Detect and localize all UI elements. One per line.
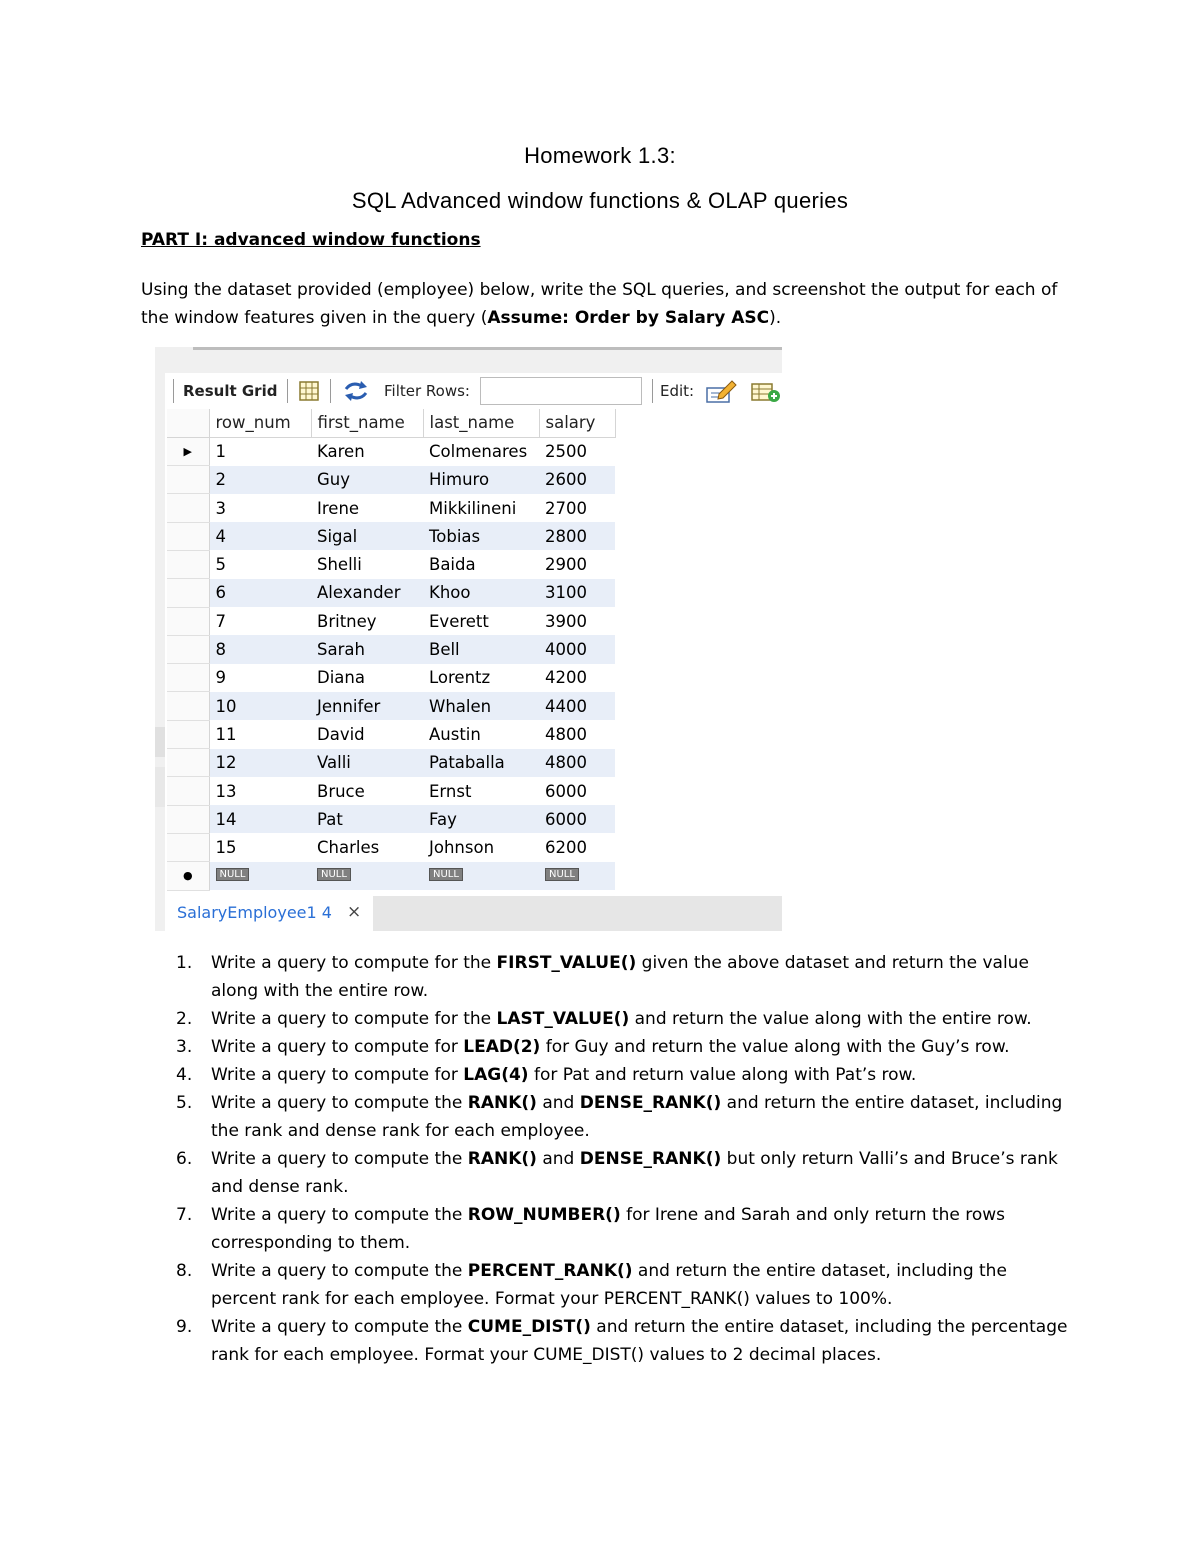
cell-first-name[interactable]: David <box>311 720 423 748</box>
edit-label: Edit: <box>660 382 695 400</box>
new-row-marker[interactable]: ● <box>167 862 209 890</box>
table-row[interactable] <box>167 522 615 550</box>
question-keyword: DENSE_RANK() <box>579 1093 722 1113</box>
cell-row-num[interactable]: 1 <box>209 437 311 465</box>
cell-row-num[interactable]: 9 <box>209 664 311 692</box>
cell-salary[interactable]: 4200 <box>539 664 615 692</box>
question-text: Write a query to compute for the <box>211 953 497 973</box>
table-row[interactable] <box>167 777 615 805</box>
doc-title: Homework 1.3: <box>524 143 676 168</box>
question-number: 7. <box>176 1205 193 1225</box>
list-item <box>150 1089 1070 1145</box>
table-row[interactable] <box>167 579 615 607</box>
question-number: 9. <box>176 1317 193 1337</box>
intro-text-a: Using the dataset provided (employee) below, write the SQL queries, and screenshot the output for each of the window features given in the query ( <box>141 280 1058 328</box>
list-item <box>150 1145 1070 1201</box>
table-row[interactable] <box>167 805 615 833</box>
question-text: Write a query to compute for <box>211 1065 464 1085</box>
cell-last-name[interactable]: Lorentz <box>423 664 539 692</box>
cell-last-name[interactable]: Himuro <box>423 466 539 494</box>
question-text: Write a query to compute for <box>211 1037 464 1057</box>
cell-last-name[interactable]: Everett <box>423 607 539 635</box>
cell-salary[interactable]: 6200 <box>539 833 615 861</box>
row-header[interactable] <box>167 720 209 748</box>
row-header[interactable] <box>167 579 209 607</box>
table-row[interactable] <box>167 664 615 692</box>
cell-salary[interactable]: 3900 <box>539 607 615 635</box>
cell-first-name[interactable]: Jennifer <box>311 692 423 720</box>
question-text: Write a query to compute the <box>211 1317 468 1337</box>
table-row[interactable] <box>167 635 615 663</box>
null-badge: NULL <box>545 868 579 881</box>
grid-layout-icon[interactable] <box>298 380 320 402</box>
cell-last-name[interactable]: Johnson <box>423 833 539 861</box>
cell-first-name[interactable]: Pat <box>311 805 423 833</box>
intro-assume: Assume: Order by Salary ASC <box>487 308 770 328</box>
null-badge: NULL <box>429 868 463 881</box>
list-item <box>150 1201 1070 1257</box>
cell-row-num[interactable] <box>209 862 311 890</box>
close-icon[interactable]: × <box>347 902 362 922</box>
cell-first-name[interactable]: Charles <box>311 833 423 861</box>
cell-salary[interactable]: 6000 <box>539 777 615 805</box>
cell-row-num[interactable]: 13 <box>209 777 311 805</box>
list-item <box>150 1005 1070 1033</box>
row-header[interactable] <box>167 692 209 720</box>
cell-last-name[interactable]: Fay <box>423 805 539 833</box>
cell-salary[interactable]: 4400 <box>539 692 615 720</box>
question-text: and return the value along with the entire row. <box>629 1009 1032 1029</box>
cell-last-name[interactable]: Khoo <box>423 579 539 607</box>
null-badge: NULL <box>216 868 250 881</box>
question-text: for Pat and return value along with Pat’s row. <box>528 1065 917 1085</box>
row-header[interactable] <box>167 833 209 861</box>
cell-last-name[interactable]: Pataballa <box>423 749 539 777</box>
side-splitter[interactable] <box>155 767 165 807</box>
question-number: 5. <box>176 1093 193 1113</box>
row-header[interactable] <box>167 466 209 494</box>
cell-row-num[interactable]: 7 <box>209 607 311 635</box>
column-header-last-name[interactable]: last_name <box>423 409 539 437</box>
question-text: and return the entire dataset, including the percentage rank for each employee. Format your CUME_DIST() values to 2 decimal places. <box>211 1317 1068 1365</box>
result-toolbar <box>170 375 782 407</box>
question-number: 6. <box>176 1149 193 1169</box>
cell-first-name[interactable]: Karen <box>311 437 423 465</box>
cell-salary[interactable]: 6000 <box>539 805 615 833</box>
cell-first-name[interactable]: Sigal <box>311 522 423 550</box>
add-row-icon[interactable] <box>750 380 782 404</box>
cell-last-name[interactable]: Whalen <box>423 692 539 720</box>
cell-first-name[interactable]: Sarah <box>311 635 423 663</box>
cell-salary[interactable]: 4000 <box>539 635 615 663</box>
cell-first-name[interactable]: Britney <box>311 607 423 635</box>
row-header[interactable] <box>167 607 209 635</box>
cell-last-name[interactable]: Bell <box>423 635 539 663</box>
cell-salary[interactable] <box>539 862 615 890</box>
edit-pencil-icon[interactable] <box>705 380 737 404</box>
question-text: for Guy and return the value along with the Guy’s row. <box>540 1037 1010 1057</box>
cell-first-name[interactable]: Bruce <box>311 777 423 805</box>
cell-first-name[interactable]: Alexander <box>311 579 423 607</box>
result-grid-table <box>167 409 616 891</box>
cell-first-name[interactable]: Diana <box>311 664 423 692</box>
question-keyword: LEAD(2) <box>463 1037 541 1057</box>
cell-salary[interactable]: 3100 <box>539 579 615 607</box>
intro-paragraph <box>141 276 1071 332</box>
question-number: 8. <box>176 1261 193 1281</box>
cell-row-num[interactable]: 10 <box>209 692 311 720</box>
table-row[interactable] <box>167 550 615 578</box>
table-row[interactable] <box>167 749 615 777</box>
result-tab[interactable] <box>165 896 373 931</box>
question-text: Write a query to compute for the <box>211 1009 497 1029</box>
table-row[interactable] <box>167 437 615 465</box>
question-keyword: CUME_DIST() <box>467 1317 591 1337</box>
question-number: 1. <box>176 953 193 973</box>
list-item <box>150 1061 1070 1089</box>
column-header-salary[interactable]: salary <box>539 409 615 437</box>
table-row[interactable] <box>167 466 615 494</box>
cell-salary[interactable]: 2900 <box>539 550 615 578</box>
table-row[interactable] <box>167 607 615 635</box>
result-tab-label[interactable]: SalaryEmployee1 4 <box>177 903 332 922</box>
refresh-icon[interactable] <box>342 380 370 402</box>
list-item <box>150 1257 1070 1313</box>
row-header[interactable] <box>167 494 209 522</box>
cell-row-num[interactable]: 3 <box>209 494 311 522</box>
question-text: Write a query to compute the <box>211 1093 468 1113</box>
question-text: and <box>536 1149 580 1169</box>
null-badge: NULL <box>317 868 351 881</box>
question-text: Write a query to compute the <box>211 1261 468 1281</box>
cell-last-name[interactable]: Tobias <box>423 522 539 550</box>
current-row-marker[interactable]: ▶ <box>167 437 209 465</box>
question-keyword: LAST_VALUE() <box>496 1009 630 1029</box>
question-text: given the above dataset and return the value along with the entire row. <box>211 953 1029 1001</box>
cell-last-name[interactable]: Ernst <box>423 777 539 805</box>
result-grid-button[interactable]: Result Grid <box>183 382 278 400</box>
column-header-row-num[interactable]: row_num <box>209 409 311 437</box>
row-header-corner[interactable] <box>167 409 209 437</box>
cell-row-num[interactable]: 8 <box>209 635 311 663</box>
question-list <box>150 949 1070 1369</box>
cell-last-name[interactable]: Baida <box>423 550 539 578</box>
cell-salary[interactable]: 4800 <box>539 749 615 777</box>
row-header[interactable] <box>167 664 209 692</box>
table-row[interactable] <box>167 833 615 861</box>
intro-text-b: ). <box>769 308 782 328</box>
cell-last-name[interactable]: Austin <box>423 720 539 748</box>
question-number: 2. <box>176 1009 193 1029</box>
question-keyword: DENSE_RANK() <box>579 1149 722 1169</box>
row-header[interactable] <box>167 550 209 578</box>
new-row[interactable] <box>167 862 615 890</box>
row-header[interactable] <box>167 635 209 663</box>
cell-last-name[interactable]: Colmenares <box>423 437 539 465</box>
table-row[interactable] <box>167 692 615 720</box>
table-row[interactable] <box>167 720 615 748</box>
question-text: but only return Valli’s and Bruce’s rank and dense rank. <box>211 1149 1058 1197</box>
question-keyword: PERCENT_RANK() <box>467 1261 633 1281</box>
cell-row-num[interactable]: 15 <box>209 833 311 861</box>
cell-first-name[interactable] <box>311 862 423 890</box>
question-number: 4. <box>176 1065 193 1085</box>
cell-first-name[interactable]: Guy <box>311 466 423 494</box>
column-header-first-name[interactable]: first_name <box>311 409 423 437</box>
cell-first-name[interactable]: Valli <box>311 749 423 777</box>
question-keyword: FIRST_VALUE() <box>496 953 637 973</box>
cell-last-name[interactable] <box>423 862 539 890</box>
cell-row-num[interactable]: 4 <box>209 522 311 550</box>
grid-header-row <box>167 409 615 437</box>
row-header[interactable] <box>167 522 209 550</box>
question-text: and return the entire dataset, including the rank and dense rank for each employee. <box>211 1093 1063 1141</box>
row-header[interactable] <box>167 749 209 777</box>
cell-salary[interactable]: 2700 <box>539 494 615 522</box>
window-edge <box>193 347 782 350</box>
toolbar-separator <box>173 379 174 403</box>
list-item <box>150 949 1070 1005</box>
list-item <box>150 1313 1070 1369</box>
cell-row-num[interactable]: 12 <box>209 749 311 777</box>
cell-row-num[interactable]: 5 <box>209 550 311 578</box>
toolbar-separator <box>652 379 653 403</box>
row-header[interactable] <box>167 777 209 805</box>
part-heading: PART I: advanced window functions <box>141 230 481 250</box>
question-text: Write a query to compute the <box>211 1149 468 1169</box>
table-row[interactable] <box>167 494 615 522</box>
cell-first-name[interactable]: Shelli <box>311 550 423 578</box>
cell-last-name[interactable]: Mikkilineni <box>423 494 539 522</box>
cell-first-name[interactable]: Irene <box>311 494 423 522</box>
cell-row-num[interactable]: 2 <box>209 466 311 494</box>
list-item <box>150 1033 1070 1061</box>
filter-rows-input[interactable] <box>480 377 642 405</box>
row-header[interactable] <box>167 805 209 833</box>
cell-row-num[interactable]: 11 <box>209 720 311 748</box>
side-handle[interactable] <box>155 727 165 757</box>
question-text: Write a query to compute the <box>211 1205 468 1225</box>
filter-rows-label: Filter Rows: <box>384 382 470 400</box>
result-grid-screenshot <box>155 347 782 931</box>
doc-subtitle: SQL Advanced window functions & OLAP queries <box>351 188 849 213</box>
cell-row-num[interactable]: 14 <box>209 805 311 833</box>
question-keyword: LAG(4) <box>463 1065 529 1085</box>
toolbar-separator <box>330 379 331 403</box>
question-text: and return the entire dataset, including the percent rank for each employee. Format your PERCENT_RANK() values to 100%. <box>211 1261 1007 1309</box>
question-keyword: RANK() <box>467 1149 537 1169</box>
cell-salary[interactable]: 4800 <box>539 720 615 748</box>
question-number: 3. <box>176 1037 193 1057</box>
question-keyword: ROW_NUMBER() <box>467 1205 621 1225</box>
toolbar-separator <box>287 379 288 403</box>
cell-row-num[interactable]: 6 <box>209 579 311 607</box>
cell-salary[interactable]: 2800 <box>539 522 615 550</box>
cell-salary[interactable]: 2500 <box>539 437 615 465</box>
cell-salary[interactable]: 2600 <box>539 466 615 494</box>
question-keyword: RANK() <box>467 1093 537 1113</box>
question-text: and <box>536 1093 580 1113</box>
question-text: for Irene and Sarah and only return the rows corresponding to them. <box>211 1205 1006 1253</box>
